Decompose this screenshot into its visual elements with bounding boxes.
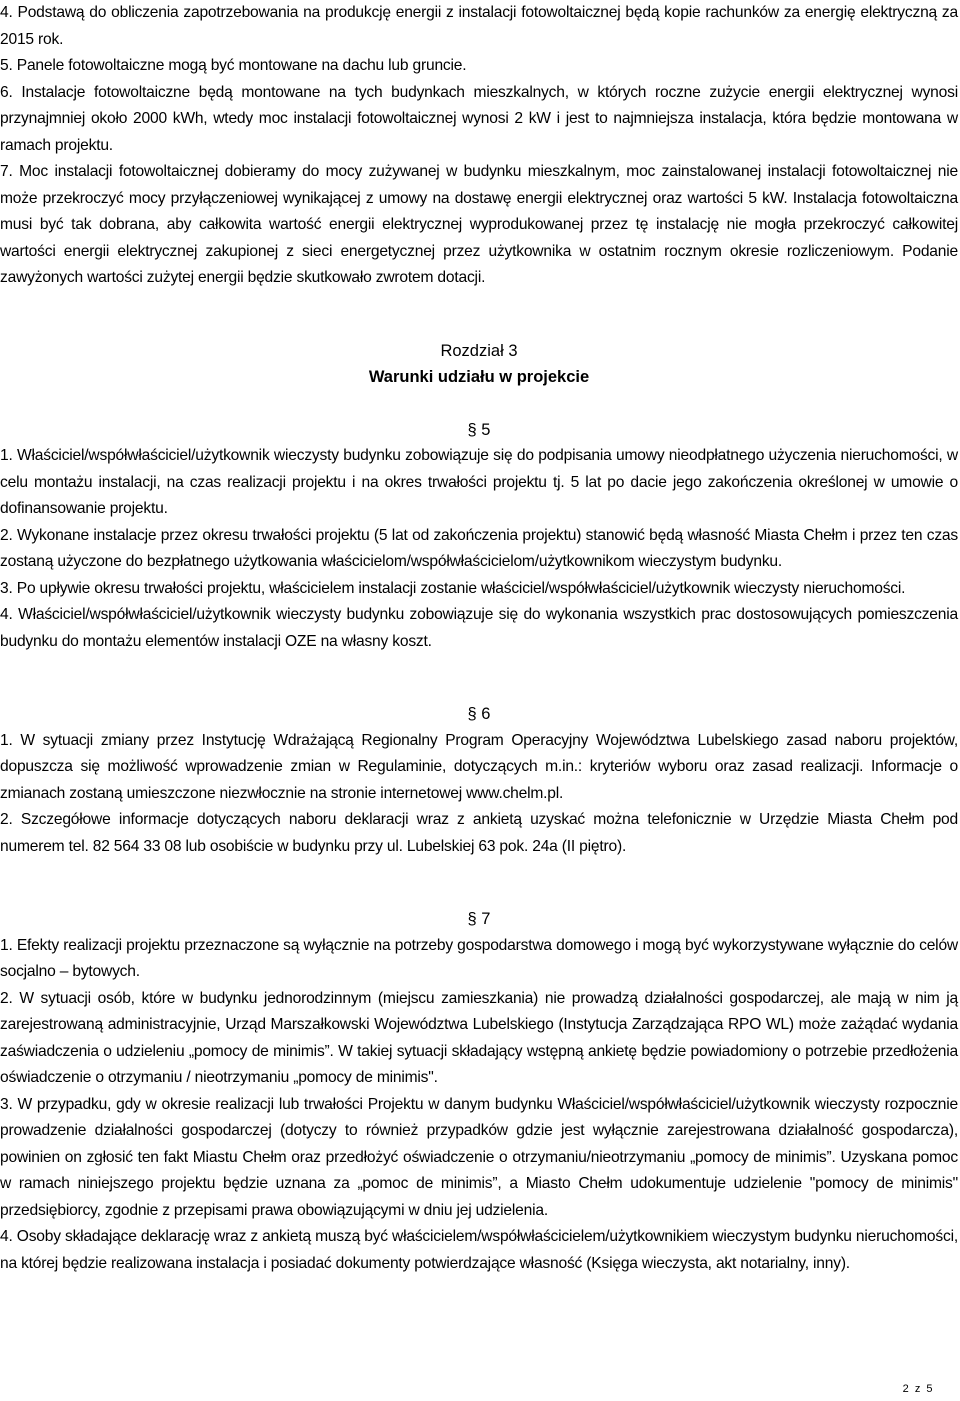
section-symbol: § [467,420,477,439]
section-5-item-2: 2. Wykonane instalacje przez okresu trwałości projektu (5 lat od zakończenia projektu) stanowić będą własność Miasta Chełm i przez ten czas zostaną użyczone do bezpłatnego użytkowania właścicielom/współwłaścicielom/użytkownikom wieczystym budynku. [0,526,958,570]
section-6-item-1: 1. W sytuacji zmiany przez Instytucję Wdrażającą Regionalny Program Operacyjny Województwa Lubelskiego zasad naboru projektów, dopuszcza się możliwość wprowadzenie zmian w Regulaminie, dotyczących m.in.: kryteriów wyboru oraz zasad realizacji. Informacje o zmianach zostaną umieszczone niezwłocznie na stronie internetowej www.chelm.pl. [0,731,958,802]
section-number: 7 [481,910,491,928]
section-6-item-2: 2. Szczegółowe informacje dotyczących naboru deklaracji wraz z ankietą uzyskać można telefonicznie w Urzędzie Miasta Chełm pod numerem tel. 82 564 33 08 lub osobiście w budynku przy ul. Lubelskiej 63 pok. 24a (II piętro). [0,811,958,855]
section-number: 5 [481,420,491,439]
section-7-item-2: 2. W sytuacji osób, które w budynku jednorodzinnym (miejscu zamieszkania) nie prowadzą działalności gospodarczej, ale mają w nim ją zarejestrowaną administracyjnie, Urząd Marszałkowski Województwa Lubelskiego (Instytucja Zarządzająca RPO WL) może zażądać wydania zaświadczenia o udzieleniu „pomocy de minimis”. W takiej sytuacji składający wstępną ankietę będzie powiadomiony o potrzebie przedłożenia oświadczenie o otrzymaniu / nieotrzymaniu „pomocy de minimis". [0,989,958,1086]
section-7-item-1: 1. Efekty realizacji projektu przeznaczone są wyłącznie na potrzeby gospodarstwa domowego i mogą być wykorzystywane wyłącznie do celów socjalno – bytowych. [0,936,958,980]
paragraph-item-7: 7. Moc instalacji fotowoltaicznej dobieramy do mocy zużywanej w budynku mieszkalnym, moc zainstalowanej instalacji fotowoltaicznej nie może przekroczyć mocy przyłączeniowej wynikającej z umowy na dostawę energii elektrycznej oraz wartości 5 kW. Instalacja fotowoltaiczna musi być tak dobrana, aby całkowita wartość energii elektrycznej wyprodukowanej przez tę instalację nie mogła przekroczyć całkowitej wartości energii elektrycznej zakupionej z sieci energetycznej przez użytkownika w ostatnim rocznym okresie rozliczeniowym. Podanie zawyżonych wartości zużytej energii będzie skutkowało zwrotem dotacji. [0,163,958,286]
section-5-item-4: 4. Właściciel/współwłaściciel/użytkownik wieczysty budynku zobowiązuje się do wykonania wszystkich prac dostosowujących pomieszczenia budynku do montażu elementów instalacji OZE na własny koszt. [0,606,958,650]
chapter-label: Rozdział 3 [440,341,518,360]
section-7-item-4: 4. Osoby składające deklarację wraz z ankietą muszą być właścicielem/współwłaścicielem/użytkownikiem wieczystym budynku nieruchomości, na której będzie realizowana instalacja i posiadać dokumenty potwierdzające własność (Księga wieczysta, akt notarialny, inny). [0,1228,958,1272]
paragraph-item-6: 6. Instalacje fotowoltaiczne będą montowane na tych budynkach mieszkalnych, w których roczne zużycie energii elektrycznej wynosi przynajmniej około 2000 kWh, wtedy moc instalacji fotowoltaicznej wynosi 2 kW i jest to najmniejsza instalacja, która będzie montowana w ramach projektu. [0,83,958,154]
page-number: 2 z 5 [902,1383,934,1395]
paragraph-item-5: 5. Panele fotowoltaiczne mogą być montowane na dachu lub gruncie. [0,57,467,74]
chapter-title: Warunki udziału w projekcie [368,368,590,386]
spacer [0,391,958,417]
paragraph-item-4: 4. Podstawą do obliczenia zapotrzebowania na produkcję energii z instalacji fotowoltaicznej będą kopie rachunków za energię elektryczną za 2015 rok. [0,4,958,48]
spacer [0,655,958,701]
section-heading-7 [0,906,958,933]
section-number: 6 [481,705,491,723]
section-5-item-1: 1. Właściciel/współwłaściciel/użytkownik wieczysty budynku zobowiązuje się do podpisania umowy nieodpłatnego użyczenia nieruchomości, w celu montażu instalacji, na czas realizacji projektu i na okres trwałości projektu tj. 5 lat po dacie jego zakończenia określonej w umowie o dofinansowanie projektu. [0,447,958,517]
section-5-item-3: 3. Po upływie okresu trwałości projektu, właścicielem instalacji zostanie właściciel/współwłaściciel/użytkownik wieczysty nieruchomości. [0,579,906,597]
spacer [0,292,958,338]
section-heading-6 [0,701,958,728]
spacer [0,860,958,906]
section-heading-5 [0,417,958,444]
section-symbol: § [467,910,477,928]
section-symbol: § [467,705,477,723]
section-7-item-3: 3. W przypadku, gdy w okresie realizacji lub trwałości Projektu w danym budynku Właściciel/współwłaściciel/użytkownik wieczysty rozpocznie prowadzenie działalności gospodarczej (dotyczy to również przypadków gdzie jest wyłącznie zarejestrowana działalność gospodarcza), powinien on zgłosić ten fakt Miastu Chełm oraz przedłożyć oświadczenie o otrzymaniu/nieotrzymaniu „pomocy de minimis”. Uzyskana pomoc w ramach niniejszego projektu będzie uznana za „pomoc de minimis”, a Miasto Chełm udokumentuje udzielenie "pomocy de minimis" przedsiębiorcy, zgodnie z przepisami prawa obowiązującymi w dniu jej udzielenia. [0,1095,958,1219]
